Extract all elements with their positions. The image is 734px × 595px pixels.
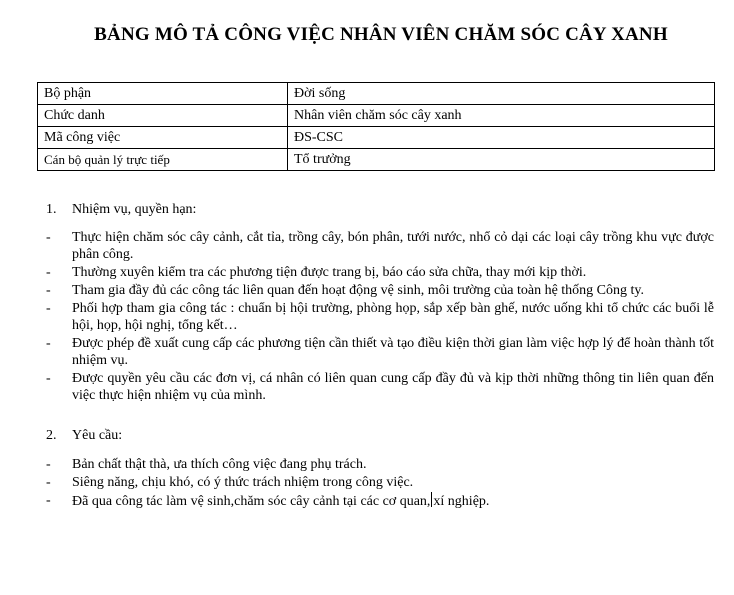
list-item: - Tham gia đầy đủ các công tác liên quan đến hoạt động vệ sinh, môi trường của toàn hệ thống Công ty. bbox=[46, 282, 714, 299]
section-number: 2. bbox=[46, 428, 57, 443]
list-item: - Thường xuyên kiểm tra các phương tiện được trang bị, báo cáo sửa chữa, thay mới kịp thời. bbox=[46, 264, 714, 281]
list-item-text: xí nghiệp. bbox=[433, 494, 490, 509]
table-value-cell: Tổ trưởng bbox=[288, 149, 715, 171]
list-item: - Siêng năng, chịu khó, có ý thức trách nhiệm trong công việc. bbox=[46, 474, 714, 491]
list-item: - Phối hợp tham gia công tác : chuẩn bị hội trường, phòng họp, sắp xếp bàn ghế, nước uống khi tổ chức các buổi lễ hội, họp, hội nghị, tổng kết… bbox=[46, 300, 714, 334]
list-item: - Được quyền yêu cầu các đơn vị, cá nhân có liên quan cung cấp đầy đủ và kịp thời những thông tin liên quan đến việc thực hiện nhiệm vụ của mình. bbox=[46, 370, 714, 404]
table-value-cell: Nhân viên chăm sóc cây xanh bbox=[288, 105, 715, 127]
table-row bbox=[38, 127, 715, 149]
table-row bbox=[38, 83, 715, 105]
table-label-cell: Chức danh bbox=[38, 105, 288, 127]
section-1-heading bbox=[46, 202, 196, 218]
list-item: - Bản chất thật thà, ưa thích công việc đang phụ trách. bbox=[46, 456, 714, 473]
requirements-list bbox=[46, 456, 714, 511]
document-title: BẢNG MÔ TẢ CÔNG VIỆC NHÂN VIÊN CHĂM SÓC CÂY XANH bbox=[94, 24, 668, 45]
job-info-table bbox=[37, 82, 715, 171]
duties-list bbox=[46, 229, 714, 405]
table-value-cell: Đời sống bbox=[288, 83, 715, 105]
table-row bbox=[38, 105, 715, 127]
table-label-cell: Bộ phận bbox=[38, 83, 288, 105]
list-item bbox=[46, 492, 714, 510]
list-item-text: Đã qua công tác làm vệ sinh,chăm sóc cây cảnh tại các cơ quan, bbox=[72, 494, 431, 509]
list-item: - Được phép đề xuất cung cấp các phương tiện cần thiết và tạo điều kiện thời gian làm việc hợp lý để hoàn thành tốt nhiệm vụ. bbox=[46, 335, 714, 369]
section-2-heading bbox=[46, 428, 122, 444]
section-number: 1. bbox=[46, 202, 57, 217]
table-value-cell: ĐS-CSC bbox=[288, 127, 715, 149]
section-heading-text: Yêu cầu: bbox=[72, 428, 123, 443]
table-label-cell: Cán bộ quản lý trực tiếp bbox=[38, 149, 288, 171]
table-row bbox=[38, 149, 715, 171]
section-heading-text: Nhiệm vụ, quyền hạn: bbox=[72, 202, 197, 217]
list-item: - Thực hiện chăm sóc cây cảnh, cắt tỉa, trồng cây, bón phân, tưới nước, nhổ cỏ dại các loại cây trồng khu vực được phân công. bbox=[46, 229, 714, 263]
table-label-cell: Mã công việc bbox=[38, 127, 288, 149]
